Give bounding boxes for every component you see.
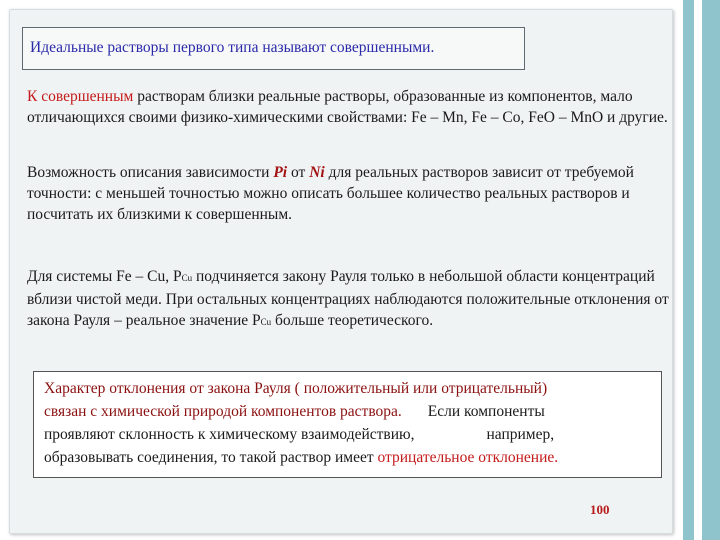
para1-highlight: К совершенным: [27, 88, 134, 105]
box-line-2: [44, 400, 654, 423]
box-line-2-red: связан с химической природой компонентов раствора.: [44, 403, 402, 420]
box-line-4-post: .: [554, 449, 559, 466]
box-line-2-rest: Если компоненты: [427, 403, 545, 420]
slide-title: Идеальные растворы первого типа называют совершенными.: [30, 39, 435, 56]
p-cu-symbol-1: P: [172, 268, 182, 285]
box-line-3-b: например,: [486, 426, 555, 443]
para2-mid: от: [287, 164, 310, 181]
p-cu-sub-2: Cu: [260, 317, 272, 327]
summary-text: [44, 377, 654, 469]
var-pi: Pi: [273, 164, 288, 181]
box-line-4-pre: образовывать соединения, то такой раствор имеет: [44, 449, 378, 466]
paragraph-1: [27, 86, 672, 128]
paragraph-2: [27, 162, 672, 225]
page-number: 100: [590, 502, 610, 517]
para2-pre: Возможность описания зависимости: [27, 164, 274, 181]
box-line-3-a: проявляют склонность к химическому взаимодействию,: [44, 426, 415, 443]
var-ni: Ni: [309, 164, 325, 181]
sidebar-stripe: [694, 0, 702, 540]
para2-post: для реальных растворов зависит от требуемой точности: с меньшей точностью можно описать большее количество реальных растворов и посчитать их близкими к совершенным.: [27, 164, 634, 223]
box-line-3: [44, 423, 654, 446]
paragraph-3: [27, 266, 672, 333]
box-line-4-red: отрицательное отклонение: [377, 449, 555, 466]
p-cu-sub-1: Cu: [181, 273, 193, 283]
para3-mid: подчиняется закону Рауля только в небольшой области концентраций вблизи чистой меди. При остальных концентрациях наблюдаются положительные отклонения от закона Рауля – реальное значение: [27, 268, 669, 329]
box-line-4: [44, 446, 654, 469]
para3-post: больше теоретического.: [271, 312, 434, 329]
para1-text: растворам близки реальные растворы, образованные из компонентов, мало отличающихся своими физико-химическими свойствами: Fe – Mn, Fe – Co, FeO – MnO и другие.: [27, 88, 668, 126]
p-cu-symbol-2: P: [252, 312, 261, 329]
para3-pre: Для системы Fe – Cu,: [27, 268, 173, 285]
box-line-1: Характер отклонения от закона Рауля ( положительный или отрицательный): [44, 380, 548, 397]
